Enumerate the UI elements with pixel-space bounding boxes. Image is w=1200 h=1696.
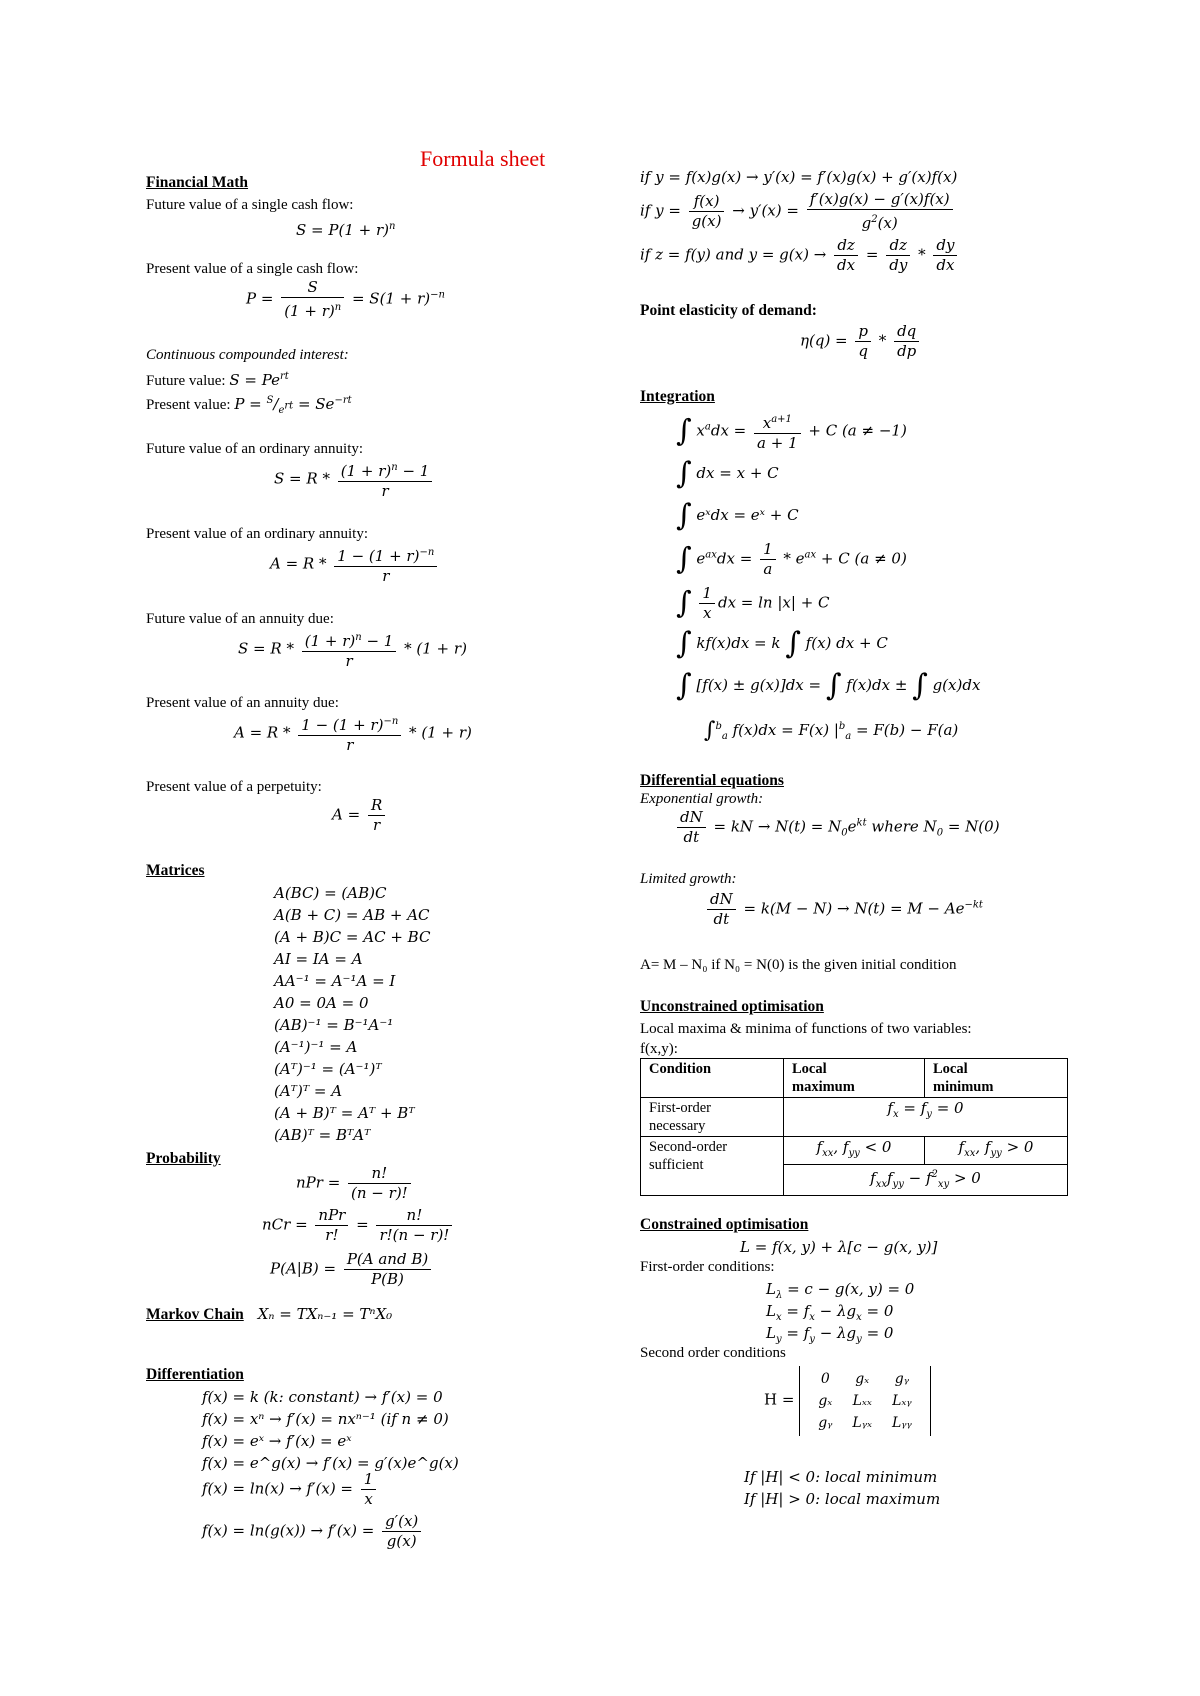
first-order-line1: First-order [649,1100,712,1116]
exp-growth-label: Exponential growth: [640,791,764,807]
perpetuity-label: Present value of a perpetuity: [146,779,322,795]
h-cell: gᵧ [818,1415,833,1431]
initial-condition-note: A= M – N₀ if N₀ = N(0) is the given initial condition [640,957,957,973]
second-order-min: $f_{xx}$, $f_{yy} > 0$ [925,1137,1068,1165]
financial-math-heading: Financial Math [146,174,249,191]
fv-single-label: Future value of a single cash flow: [146,197,354,213]
diff-rule-ln-g: f(x) = ln(g(x)) → f′(x) = $\frac{g'(x)}{g(x)}$ [202,1512,424,1551]
fv-due-formula: S = R * $\frac{(1 + r)^n - 1}{r}$ * (1 + r) [238,632,467,670]
h-cell: gₓ [818,1393,833,1409]
diff-rule: f(x) = e^g(x) → f′(x) = g′(x)e^g(x) [202,1454,459,1472]
lim-growth-label: Limited growth: [640,871,737,887]
matrix-rule: (A + B)C = AC + BC [274,928,431,946]
differentiation-heading: Differentiation [146,1366,244,1383]
header-local-maximum [784,1059,925,1098]
quotient-rule: if y = $\frac{f(x)}{g(x)}$ → y′(x) = $\frac{f'(x)g(x) - g'(x)f(x)}{g^2(x)}$ [640,190,956,233]
second-order-shared: $f_{xx}f_{yy} - f^2_{xy} > 0$ [784,1165,1068,1196]
matrices-heading: Matrices [146,862,205,879]
h-cell: Lᵧₓ [852,1415,872,1431]
header-local-minimum [925,1059,1068,1098]
hessian-matrix [799,1366,931,1436]
h-cell: gₓ [855,1371,870,1387]
integration-heading: Integration [640,388,715,405]
first-order-cell [641,1098,784,1137]
h-cell: gᵧ [894,1371,909,1387]
table-row-second-order [641,1137,1068,1165]
first-order-condition: $f_x = f_y = 0$ [784,1098,1068,1137]
matrix-rule: A0 = 0A = 0 [274,994,369,1012]
elasticity-formula: η(q) = $\frac{p}{q}$ * $\frac{dq}{dp}$ [800,322,922,361]
pv-single-label: Present value of a single cash flow: [146,261,359,277]
integral-definite: ∫$^b_a$ f(x)dx = F(x) $|^b_a = F(b) - F(a)$ [704,718,959,743]
matrix-rule: (AB)⁻¹ = B⁻¹A⁻¹ [274,1016,394,1034]
matrix-rule: (A⁻¹)⁻¹ = A [274,1038,358,1056]
hessian-formula: H = 0 gₓ gᵧ gₓ Lₓₓ Lₓᵧ gᵧ Lᵧₓ Lᵧᵧ [764,1366,931,1436]
exp-growth-formula: $\frac{dN}{dt}$ = kN → $N(t) = N_0e^{kt}$ where $N_0 = N(0)$ [674,808,1000,847]
product-rule: if y = f(x)g(x) → y′(x) = f′(x)g(x) + g′(x)f(x) [640,168,958,186]
table-row-first-order [641,1098,1068,1137]
if-local-maximum: If |H| > 0: local maximum [744,1490,941,1508]
matrix-rule: (Aᵀ)ᵀ = A [274,1082,343,1100]
second-order-line2: sufficient [649,1157,704,1173]
y-condition: $L_y = f_y - \lambda g_y = 0$ [766,1324,894,1345]
pv-due-label: Present value of an annuity due: [146,695,339,711]
unconstrained-heading: Unconstrained optimisation [640,998,824,1015]
markov-formula: Xₙ = TXₙ₋₁ = TⁿX₀ [257,1305,393,1323]
fv-due-label: Future value of an annuity due: [146,611,334,627]
cont-fv-label: Future value: [146,373,226,389]
lim-growth-formula: $\frac{dN}{dt}$ = $k(M - N) \to N(t) = M - Ae^{-kt}$ [704,890,983,929]
diff-rule: f(x) = xⁿ → f′(x) = nxⁿ⁻¹ (if n ≠ 0) [202,1410,449,1428]
header-condition: Condition [641,1059,784,1098]
fv-ordinary-formula: S = R * $\frac{(1 + r)^n - 1}{r}$ [274,458,435,501]
chain-rule: if z = f(y) and y = g(x) → $\frac{dz}{dx}$ = $\frac{dz}{dy}$ * $\frac{dy}{dx}$ [640,236,960,275]
continuous-label: Continuous compounded interest: [146,347,349,363]
integral-dx: ∫ dx = x + C [676,456,779,491]
if-local-minimum: If |H| < 0: local minimum [744,1468,938,1486]
second-order-max: $f_{xx}$, $f_{yy} < 0$ [784,1137,925,1165]
diffeq-heading: Differential equations [640,772,784,789]
header-local-minimum-line2: minimum [933,1079,994,1095]
x-condition: $L_x = f_x - \lambda g_x = 0$ [766,1302,894,1323]
cont-pv: Present value: $P = ^S/_{e^{rt}} = Se^{-rt}$ [146,395,352,416]
npr-formula: nPr = $\frac{n!}{(n - r)!}$ [296,1164,414,1203]
conditional-probability-formula: P(A|B) = $\frac{\text{P(A and B)}}{P(B)}$ [270,1250,434,1289]
second-order-label: Second order conditions [640,1345,786,1361]
markov-row [146,1305,392,1324]
first-order-line2: necessary [649,1118,706,1134]
h-cell: 0 [820,1371,830,1387]
matrix-rule: A(BC) = (AB)C [274,884,387,902]
matrix-rule: (AB)ᵀ = BᵀAᵀ [274,1126,371,1144]
diff-rule: f(x) = eˣ → f′(x) = eˣ [202,1432,352,1450]
unconstrained-desc: Local maxima & minima of functions of two variables: [640,1021,972,1037]
header-local-maximum-line2: maximum [792,1079,855,1095]
header-local-maximum-line1: Local [792,1061,827,1077]
integral-exp-text: eˣdx = eˣ + C [696,506,799,524]
pv-ordinary-label: Present value of an ordinary annuity: [146,526,369,542]
perpetuity-formula: A = $\frac{R}{r}$ [332,796,388,835]
pv-single-formula: P = $\frac{S}{(1 + r)^n}$ = $S(1 + r)^{-n}$ [246,278,445,320]
diff-rule: f(x) = k (k: constant) → f′(x) = 0 [202,1388,443,1406]
pv-ordinary-formula: A = R * $\frac{1 - (1 + r)^{-n}}{r}$ [270,543,440,586]
pv-due-formula: A = R * $\frac{1 - (1 + r)^{-n}}{r}$ * (1 + r) [234,716,472,754]
cont-fv: Future value: $S = Pe^{rt}$ [146,371,289,389]
first-order-label: First-order conditions: [640,1259,775,1275]
ncr-formula: nCr = $\frac{\text{nPr}}{r!}$ = $\frac{n!}{r!(n - r)!}$ [262,1206,455,1245]
h-cell: Lₓᵧ [892,1393,912,1409]
integral-reciprocal: ∫ $\frac{1}{x}$ dx = ln |x| + C [676,584,830,622]
integral-sum: ∫ [f(x) ± g(x)]dx = ∫ f(x)dx ± ∫ g(x)dx [676,668,981,703]
unconstrained-fxy: f(x,y): [640,1041,678,1057]
matrix-rule: AA⁻¹ = A⁻¹A = I [274,972,396,990]
table-header-row [641,1059,1068,1098]
second-order-line1: Second-order [649,1139,728,1155]
h-cell: Lᵧᵧ [891,1415,912,1431]
header-local-minimum-line1: Local [933,1061,968,1077]
integral-exp: ∫ eˣdx = eˣ + C [676,498,799,533]
matrix-rule: A(B + C) = AB + AC [274,906,430,924]
markov-heading: Markov Chain [146,1306,244,1323]
diff-rule-ln: f(x) = ln(x) → f′(x) = $\frac{1}{x}$ [202,1470,379,1509]
h-cell: Lₓₓ [852,1393,872,1409]
elasticity-heading: Point elasticity of demand: [640,302,817,319]
lagrangian-formula: L = f(x, y) + λ[c − g(x, y)] [740,1238,938,1256]
fv-single-formula: $S = P(1 + r)^n$ [296,221,396,239]
integral-dx-text: dx = x + C [696,464,779,482]
optimisation-table [640,1058,1068,1196]
fv-ordinary-label: Future value of an ordinary annuity: [146,441,364,457]
integral-constant-text: kf(x)dx = k [696,634,781,652]
constrained-heading: Constrained optimisation [640,1216,809,1233]
integral-exp-ax: ∫ $e^{ax}dx$ = $\frac{1}{a}$ * $e^{ax} + C$ (a ≠ 0) [676,540,907,578]
probability-heading: Probability [146,1150,221,1167]
lambda-condition: $L_\lambda = c - g(x$, y) = 0 [766,1280,915,1301]
matrix-rule: (Aᵀ)⁻¹ = (A⁻¹)ᵀ [274,1060,382,1078]
matrix-rule: AI = IA = A [274,950,363,968]
second-order-cell [641,1137,784,1196]
integral-constant: ∫ kf(x)dx = k ∫ f(x) dx + C [676,626,888,661]
matrix-rule: (A + B)ᵀ = Aᵀ + Bᵀ [274,1104,415,1122]
integral-power: ∫ $x^adx$ = $\frac{x^{a+1}}{a + 1}$ + C (a ≠ −1) [676,413,907,452]
cont-pv-label: Present value: [146,397,231,413]
page-title: Formula sheet [420,146,546,171]
